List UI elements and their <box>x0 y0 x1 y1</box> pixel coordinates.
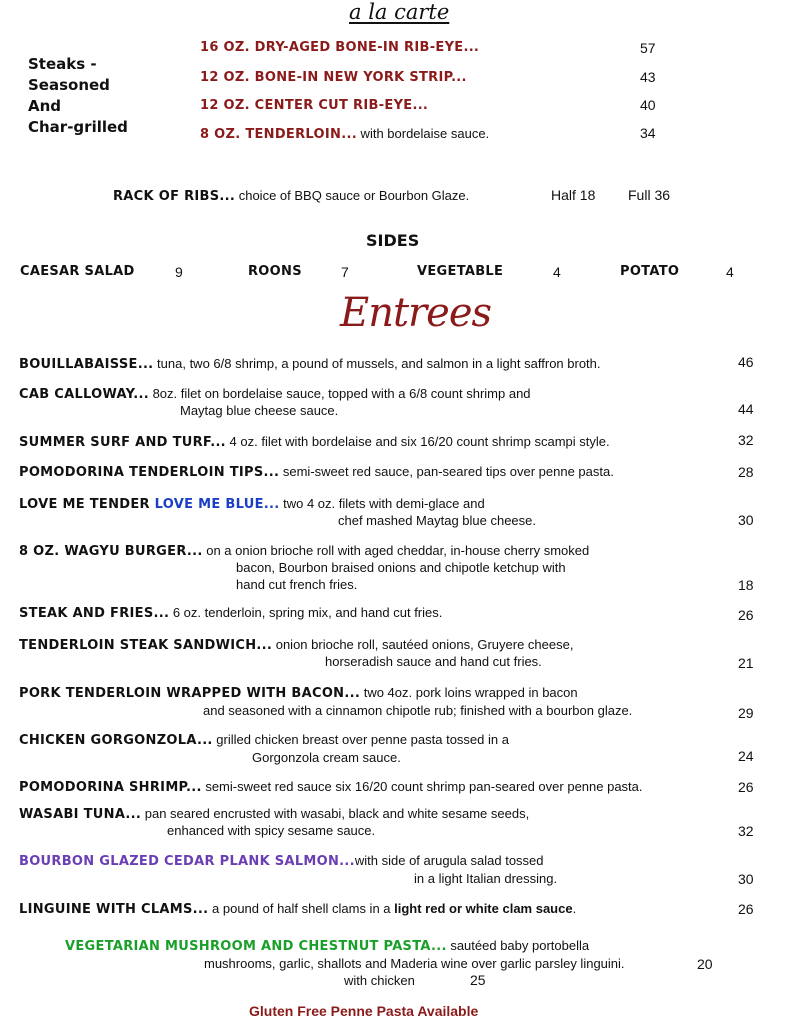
entree-desc-bold: light red or white clam sauce <box>394 901 573 916</box>
entree-desc-line-2: in a light Italian dressing. <box>414 871 558 886</box>
entree-desc-line-2: Gorgonzola cream sauce. <box>252 750 401 765</box>
entree-item <box>19 604 442 622</box>
entree-item <box>19 463 614 481</box>
entree-price: 26 <box>738 607 754 623</box>
vegetarian-item <box>65 937 589 955</box>
steak-item-name: 8 OZ. TENDERLOIN... <box>200 127 357 142</box>
entree-item <box>19 542 589 560</box>
steak-item-price: 34 <box>640 125 656 141</box>
entree-desc-line-2: and seasoned with a cinnamon chipotle rub; finished with a bourbon glaze. <box>203 703 633 718</box>
entree-price: 28 <box>738 464 754 480</box>
side-item-price: 9 <box>175 264 183 280</box>
entree-name: STEAK AND FRIES... <box>19 606 170 621</box>
entree-name: SUMMER SURF AND TURF... <box>19 435 226 450</box>
entree-item <box>19 731 509 749</box>
entree-price: 32 <box>738 823 754 839</box>
entree-name: LINGUINE WITH CLAMS... <box>19 902 209 917</box>
entree-desc: pan seared encrusted with wasabi, black and white sesame seeds, <box>141 806 530 821</box>
steaks-category-line-1: Steaks - <box>28 55 97 73</box>
vegetarian-price: 20 <box>697 956 713 972</box>
gluten-free-note: Gluten Free Penne Pasta Available <box>249 1003 479 1019</box>
entree-name: POMODORINA SHRIMP... <box>19 780 202 795</box>
steak-item-price: 40 <box>640 97 656 113</box>
side-item-price: 7 <box>341 264 349 280</box>
entree-desc: 4 oz. filet with bordelaise and six 16/20 count shrimp scampi style. <box>225 434 610 449</box>
entree-price: 21 <box>738 655 754 671</box>
entree-desc-line-2: enhanced with spicy sesame sauce. <box>167 823 376 838</box>
a-la-carte-heading: a la carte <box>349 0 450 24</box>
vegetarian-desc-line-2: mushrooms, garlic, shallots and Maderia wine over garlic parsley linguini. <box>204 956 625 971</box>
entree-item <box>19 385 531 403</box>
ribs-full-price: Full 36 <box>628 187 671 203</box>
vegetarian-desc: sautéed baby portobella <box>446 938 590 953</box>
steaks-category-label <box>28 54 128 138</box>
side-item-name: ROONS <box>248 264 302 279</box>
ribs-row <box>113 187 469 205</box>
entree-desc: with side of arugula salad tossed <box>354 853 544 868</box>
entree-price: 44 <box>738 401 754 417</box>
entree-desc: grilled chicken breast over penne pasta tossed in a <box>212 732 509 747</box>
entree-desc: 8oz. filet on bordelaise sauce, topped with a 6/8 count shrimp and <box>148 386 531 401</box>
steak-item-name: 16 OZ. DRY-AGED BONE-IN RIB-EYE... <box>200 40 480 55</box>
vegetarian-name: VEGETARIAN MUSHROOM AND CHESTNUT PASTA... <box>65 939 447 954</box>
entree-name: TENDERLOIN STEAK SANDWICH... <box>19 638 273 653</box>
entree-name: POMODORINA TENDERLOIN TIPS... <box>19 465 280 480</box>
side-item-name: POTATO <box>620 264 680 279</box>
entree-desc: a pound of half shell clams in a <box>208 901 395 916</box>
entree-desc-line-2: chef mashed Maytag blue cheese. <box>338 513 537 528</box>
entree-price: 32 <box>738 432 754 448</box>
entree-desc: on a onion brioche roll with aged cheddar, in-house cherry smoked <box>202 543 590 558</box>
entree-name: CAB CALLOWAY... <box>19 387 149 402</box>
steak-item-name: 12 OZ. CENTER CUT RIB-EYE... <box>200 98 429 113</box>
entree-desc: semi-sweet red sauce, pan-seared tips over penne pasta. <box>279 464 614 479</box>
entree-item <box>19 805 529 823</box>
entree-price: 46 <box>738 354 754 370</box>
steaks-category-line-4: Char-grilled <box>28 118 128 136</box>
entree-desc-line-3: hand cut french fries. <box>236 577 358 592</box>
ribs-desc: choice of BBQ sauce or Bourbon Glaze. <box>235 188 470 203</box>
steaks-category-line-3: And <box>28 97 62 115</box>
entree-item <box>19 778 643 796</box>
entree-name-highlight: LOVE ME BLUE... <box>154 497 280 512</box>
entree-item <box>19 852 544 870</box>
side-item-price: 4 <box>553 264 561 280</box>
entree-item <box>19 684 578 702</box>
entree-item <box>19 495 485 513</box>
steak-item-desc: with bordelaise sauce. <box>356 126 490 141</box>
entree-price: 29 <box>738 705 754 721</box>
entree-name: PORK TENDERLOIN WRAPPED WITH BACON... <box>19 686 361 701</box>
entree-desc: two 4oz. pork loins wrapped in bacon <box>360 685 578 700</box>
entree-desc-end: . <box>572 901 577 916</box>
sides-heading: SIDES <box>366 231 420 250</box>
entree-name: BOURBON GLAZED CEDAR PLANK SALMON... <box>19 854 355 869</box>
side-item-name: VEGETABLE <box>417 264 504 279</box>
entree-desc: two 4 oz. filets with demi-glace and <box>279 496 485 511</box>
ribs-half-price: Half 18 <box>551 187 596 203</box>
steaks-category-line-2: Seasoned <box>28 76 110 94</box>
entrees-heading: Entrees <box>340 290 492 336</box>
entree-name: LOVE ME TENDER <box>19 497 155 512</box>
entree-desc-line-2: horseradish sauce and hand cut fries. <box>325 654 542 669</box>
entree-price: 30 <box>738 871 754 887</box>
entree-price: 26 <box>738 779 754 795</box>
steak-item-name: 12 OZ. BONE-IN NEW YORK STRIP... <box>200 70 467 85</box>
entree-name: CHICKEN GORGONZOLA... <box>19 733 213 748</box>
side-item-name: CAESAR SALAD <box>20 264 135 279</box>
entree-desc-line-2: bacon, Bourbon braised onions and chipotle ketchup with <box>236 560 566 575</box>
entree-name: 8 OZ. WAGYU BURGER... <box>19 544 203 559</box>
entree-item <box>19 433 610 451</box>
entree-name: BOUILLABAISSE... <box>19 357 154 372</box>
entree-item <box>19 900 576 918</box>
entree-desc-line-2: Maytag blue cheese sauce. <box>180 403 339 418</box>
steak-item-price: 57 <box>640 40 656 56</box>
steak-item-row <box>200 125 489 143</box>
entree-item <box>19 636 573 654</box>
side-item-price: 4 <box>726 264 734 280</box>
entree-price: 18 <box>738 577 754 593</box>
entree-name: WASABI TUNA... <box>19 807 142 822</box>
entree-desc: onion brioche roll, sautéed onions, Gruyere cheese, <box>272 637 574 652</box>
entree-item <box>19 355 601 373</box>
entree-price: 26 <box>738 901 754 917</box>
entree-desc: semi-sweet red sauce six 16/20 count shrimp pan-seared over penne pasta. <box>201 779 643 794</box>
vegetarian-chicken-price: 25 <box>470 972 486 988</box>
entree-desc: tuna, two 6/8 shrimp, a pound of mussels, and salmon in a light saffron broth. <box>153 356 601 371</box>
steak-item-price: 43 <box>640 69 656 85</box>
entree-price: 30 <box>738 512 754 528</box>
entree-price: 24 <box>738 748 754 764</box>
vegetarian-chicken-label: with chicken <box>344 973 415 988</box>
ribs-name: RACK OF RIBS... <box>113 189 236 204</box>
entree-desc: 6 oz. tenderloin, spring mix, and hand cut fries. <box>169 605 443 620</box>
